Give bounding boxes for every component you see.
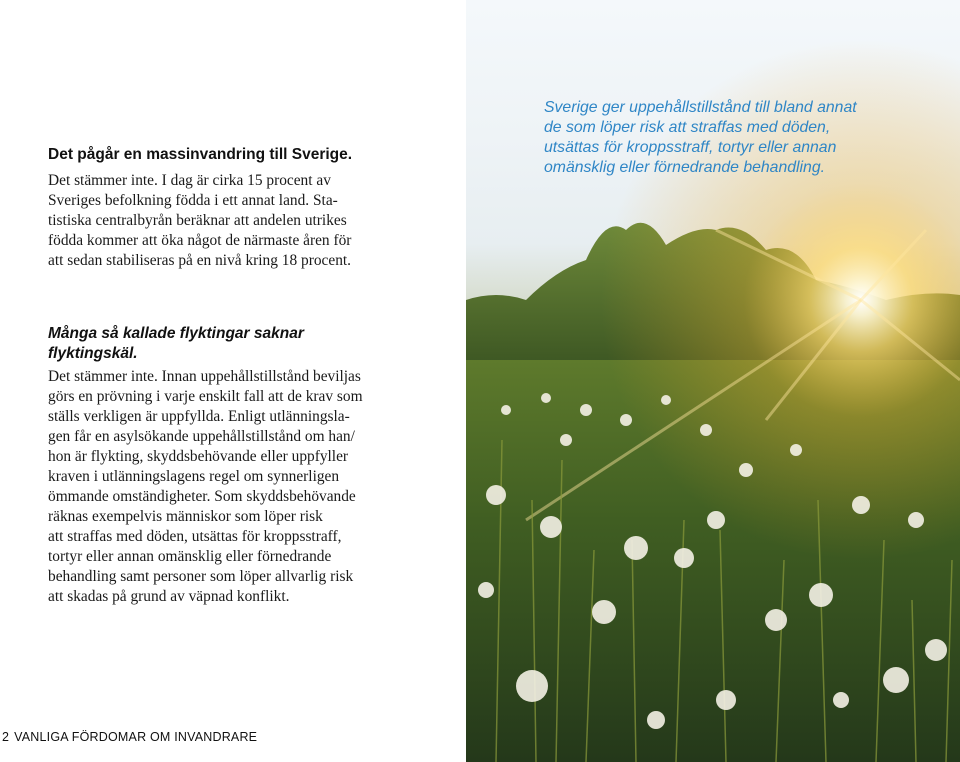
section-heading [48, 324, 408, 364]
body-line: Det stämmer inte. I dag är cirka 15 procent av [48, 172, 331, 189]
body-line: Sveriges befolkning födda i ett annat land. Sta- [48, 192, 338, 209]
heading-line: Många så kallade flyktingar saknar [48, 325, 304, 342]
quote-line: Sverige ger uppehållstillstånd till bland annat [544, 99, 857, 116]
section-body [48, 367, 408, 607]
section-body [48, 171, 408, 271]
body-line: hon är flykting, skyddsbehövande eller uppfyller [48, 448, 349, 465]
section-flyktingar [48, 324, 408, 607]
section-heading: Det pågår en massinvandring till Sverige. [48, 146, 353, 163]
page-footer [2, 730, 257, 744]
pull-quote [544, 98, 944, 178]
body-line: födda kommer att öka något de närmaste åren för [48, 232, 352, 249]
page-number: 2 [2, 730, 10, 744]
section-massinvandring [48, 145, 408, 271]
quote-line: omänsklig eller förnedrande behandling. [544, 159, 826, 176]
body-line: att skadas på grund av väpnad konflikt. [48, 588, 290, 605]
body-line: ömmande omständigheter. Som skyddsbehövande [48, 488, 356, 505]
quote-line: utsättas för kroppsstraff, tortyr eller annan [544, 139, 837, 156]
photo-page [466, 0, 960, 762]
publication-title: VANLIGA FÖRDOMAR OM INVANDRARE [14, 730, 258, 744]
left-page [0, 0, 466, 762]
body-line: att straffas med döden, utsättas för kroppsstraff, [48, 528, 342, 545]
body-line: behandling samt personer som löper allvarlig risk [48, 568, 354, 585]
heading-line: flyktingskäl. [48, 345, 138, 362]
body-line: gen får en asylsökande uppehållstillstånd om han/ [48, 428, 355, 445]
body-line: ställs verkligen är uppfyllda. Enligt utlänningsla- [48, 408, 350, 425]
body-line: kraven i utlänningslagens regel om synnerligen [48, 468, 340, 485]
body-line: Det stämmer inte. Innan uppehållstillstånd beviljas [48, 368, 361, 385]
body-line: tistiska centralbyrån beräknar att andelen utrikes [48, 212, 347, 229]
quote-line: de som löper risk att straffas med döden, [544, 119, 831, 136]
body-line: att sedan stabiliseras på en nivå kring 18 procent. [48, 252, 352, 269]
body-line: görs en prövning i varje enskilt fall att de krav som [48, 388, 363, 405]
body-line: räknas exempelvis människor som löper risk [48, 508, 323, 525]
body-line: tortyr eller annan omänsklig eller förnedrande [48, 548, 332, 565]
